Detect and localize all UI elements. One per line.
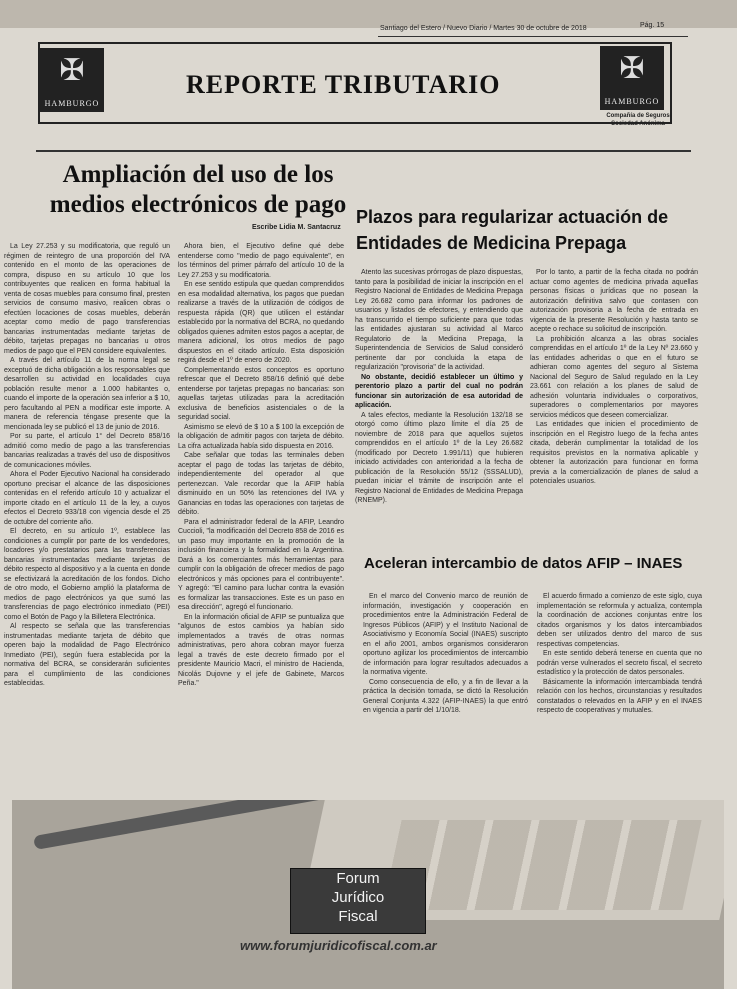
logo-label-left: HAMBURGO [44, 99, 100, 108]
paragraph: Complementando estos conceptos es oportuno refrescar que el Decreto 858/16 definió qué debe entenderse por tarjetas prepagas no bancarias: son aquellas tarjetas utilizadas para la acreditación exclusiva de beneficios asistenciales o de la seguridad social. [178, 366, 344, 421]
article1-byline: Escribe Lidia M. Santacruz [252, 224, 341, 231]
article3-column-1 [363, 592, 528, 792]
hamburgo-logo-left [40, 48, 104, 112]
paragraph: El decreto, en su artículo 1º, establece las condiciones a cumplir por parte de los vendedores, locadores y/o prestatarios para las transferencias bancarias instrumentadas mediante tarjetas de débito respecto al dispositivo y a la cuenta en donde se efectivizará la acreditación de los fondos. Dicho de otro modo, el Gobierno amplió la plataforma de medios de pago electrónicos ya que sumó las transferencias de pago electrónico inmediato (PEI) como el Botón de Pago y la Billetera Electrónica. [4, 528, 170, 621]
ad-line-2: Jurídico [331, 889, 385, 906]
paragraph: Atento las sucesivas prórrogas de plazo dispuestas, tanto para la posibilidad de iniciar la inscripción en el Registro Nacional de Entidades de Medicina Prepaga Ley 26.682 como para informar los padrones de usuarios y listados de efectores, y entendiendo que ha transcurrido el tiempo suficiente para que todas las entidades ajustaran su actividad al Marco Regulatorio de la Medicina Prepaga, la Superintendencia de Servicios de Salud consideró pertinente dar por concluida la etapa de regularización "provisoria" de la actividad. [355, 269, 523, 371]
calculator-keys-image [382, 820, 701, 910]
header-rule [378, 36, 688, 37]
paragraph: Por su parte, el artículo 1° del Decreto 858/16 admitió como medio de pago a las transferencias bancarias realizadas a través del uso de dispositivos de comunicaciones móviles. [4, 433, 170, 469]
article3-column-2 [537, 592, 702, 792]
paragraph: Como consecuencia de ello, y a fin de llevar a la práctica la decisión tomada, se dictó la Resolución General Conjunta 4.322 (AFIP-INAES) la que entró en vigencia a partir del 1/10/18. [363, 678, 528, 714]
paragraph: Ahora bien, el Ejecutivo define qué debe entenderse como "medio de pago equivalente", en los términos del primer párrafo del artículo 10 de la Ley 27.253 y su modificatoria. [178, 243, 344, 279]
article1-headline: Ampliación del uso de los medios electrónicos de pago [49, 161, 347, 218]
article1-column-2 [178, 242, 344, 787]
eagle-icon: ✠ [619, 52, 645, 85]
page-number: Pág. 15 [640, 22, 665, 29]
article2-column-2 [530, 268, 698, 538]
forum-logo-box [290, 868, 426, 934]
pen-image [33, 800, 331, 850]
company-caption: Compañía de Seguros Sociedad Anónima [606, 113, 670, 127]
eagle-icon: ✠ [59, 54, 85, 87]
paragraph: Por lo tanto, a partir de la fecha citada no podrán actuar como agentes de medicina privada aquellas personas físicas o jurídicas que no posean la autorización definitiva salvo que contasen con autorización provisoria a la fecha de entrada en vigencia de la presente Resolución y hasta tanto se acepte o rechace su solicitud de inscripción. [530, 269, 698, 333]
paragraph: Al respecto se señala que las transferencias instrumentadas mediante tarjeta de débito que operen bajo la modalidad de Pago Electrónico Inmediato (PEI), según fuera establecida por la normativa del BCRA, se considerarán suficientes para el cumplimiento de las condiciones establecidas. [4, 623, 170, 687]
paragraph: En este sentido deberá tenerse en cuenta que no podrán verse vulnerados el secreto fiscal, el secreto estadístico y la protección de datos personales. [537, 650, 702, 676]
ad-url: www.forumjuridicofiscal.com.ar [240, 938, 437, 953]
logo-label-right: HAMBURGO [604, 97, 660, 106]
section-title: REPORTE TRIBUTARIO [186, 70, 501, 99]
masthead-bottom-rule [36, 150, 691, 152]
paragraph: A tales efectos, mediante la Resolución 132/18 se otorgó como último plazo límite el día 25 de noviembre de 2018 para que aquellos sujetos comprendidos en el artículo 1º de la Ley 26.682 (modificado por Decreto 1.991/11) que hubieren iniciado actividades con anterioridad a la fecha de publicación de la Resolución 55/12 (SSSALUD), puedan iniciar el trámite de inscripción ante el Registro Nacional de Entidades de Medicina Prepaga (RNEMP). [355, 411, 523, 504]
paragraph: La Ley 27.253 y su modificatoria, que reguló un régimen de reintegro de una proporción del IVA contenido en el monto de las operaciones de compra, dispuso en su artículo 10 que los contribuyentes que realicen en forma habitual la venta de cosas muebles para consumo final, presten servicios de consumo masivo, realicen obras o efectúen locaciones de cosas muebles, deberán aceptar como medio de pago transferencias bancarias instrumentadas mediante tarjetas de débito, tarjetas prepagas no bancarias u otros medios de pago que el PEN considere equivalentes. [4, 243, 170, 355]
article2-headline: Plazos para regularizar actuación de Entidades de Medicina Prepaga [356, 207, 669, 253]
ad-line-3: Fiscal [338, 908, 378, 925]
paragraph: A través del artículo 11 de la norma legal se exceptuó de dicha obligación a los responsables que desarrollen su actividad en localidades cuya población resulte menor a 1.000 habitantes o, cuando el importe de la operación sea inferior a $ 10, pero facultando al PEN a modificar este importe. A manera de referencia téngase presente que la mencionada ley se publicó el 13 de junio de 2016. [4, 357, 170, 431]
paragraph: En ese sentido estipula que quedan comprendidos en esa modalidad alternativa, los pagos que puedan realizarse a través de la utilización de códigos de respuesta rápida (QR) que utilicen el estándar establecido por la normativa del BCRA, no quedando obligados quienes admiten estos pagos a aceptar, de manera adicional, los otros medios de pago dispuestos en el citado artículo. Esta disposición regirá desde el 1º de enero de 2020. [178, 281, 344, 364]
paragraph: La prohibición alcanza a las obras sociales comprendidas en el artículo 1º de la Ley Nº 23.660 y las entidades adheridas o que en el futuro se adhieran como agentes del seguro al Sistema Nacional del Seguro de Salud regulado en la Ley 23.661 con relación a los planes de salud de adhesión voluntaria individuales o corporativos, superadores o complementarios por mayores servicios médicos que deseen comercializar. [530, 335, 698, 419]
hamburgo-logo-right [600, 46, 664, 110]
paragraph: El acuerdo firmado a comienzo de este siglo, cuya implementación se reformula y actualiza, contempla la coordinación de acciones conjuntas entre los citados organismos y los datos intercambiados deben ser utilizados dentro del marco de sus respectivas competencias. [537, 593, 702, 648]
paragraph: Las entidades que inicien el procedimiento de inscripción en el Registro luego de la fecha antes citada, deberán cumplimentar la totalidad de los requisitos previstos en la normativa aplicable y obtener la autorización para funcionar en forma previa a la comercialización de planes de salud a potenciales usuarios. [530, 421, 698, 485]
article3-headline: Aceleran intercambio de datos AFIP – INAES [364, 555, 683, 572]
paragraph: En la información oficial de AFIP se puntualiza que "algunos de estos cambios ya habían sido implementados a través de otras normas administrativas, pero ahora cobran mayor fuerza legal a través de este decreto firmado por el presidente Mauricio Macri, el ministro de Hacienda, Nicolás Dujovne y el jefe de Gabinete, Marcos Peña." [178, 613, 344, 687]
ad-line-1: Forum [336, 870, 380, 887]
paragraph: No obstante, decidió establecer un último y perentorio plazo a partir del cual no podrán funcionar sin autorización de esa autoridad de aplicación. [355, 373, 523, 409]
photo-background-top [0, 0, 737, 28]
paragraph: Para el administrador federal de la AFIP, Leandro Cuccioli, "la modificación del Decreto 858 de 2016 es un paso muy importante en la promoción de la inclusión financiera y la formalidad en la Argentina. Dará a los comerciantes más herramientas para cumplir con la obligación de ofrecer medios de pago electrónicos y más opciones para el contribuyente". Y agregó: "El camino para luchar contra la evasión es formalizar las transacciones. Este es un paso en esa dirección", agregó el funcionario. [178, 518, 344, 611]
paragraph: Básicamente la información intercambiada tendrá relación con los hechos, circunstancias y resultados constatados o relevados en la AFIP y en el INAES respecto de cooperativas y mutuales. [537, 678, 702, 714]
paragraph: En el marco del Convenio marco de reunión de información, investigación y cooperación en procedimientos entre la Administración Federal de Ingresos Públicos (AFIP) y el Instituto Nacional de Asociativismo y Economía Social (INAES) suscripto en el año 2001, ambos organismos consideraron oportuno agilizar los procedimientos de intercambio de información para lograr resultados adecuados a la normativa vigente. [363, 593, 528, 676]
paragraph: Asimismo se elevó de $ 10 a $ 100 la excepción de la obligación de admitir pagos con tarjeta de débito. La cifra actualizada había sido dispuesta en 2016. [178, 423, 344, 450]
article1-column-1 [4, 242, 170, 787]
article2-column-1 [355, 268, 523, 538]
paragraph: Cabe señalar que todas las terminales deben aceptar el pago de todas las tarjetas de débito, independientemente del operador al que pertenezcan. Vale recordar que la AFIP había disminuido en un 50% las retenciones del IVA y Ganancias en todas las operaciones con tarjetas de débito. [178, 452, 344, 516]
paragraph: Ahora el Poder Ejecutivo Nacional ha considerado oportuno precisar el alcance de las disposiciones contenidas en el referido artículo 10 y actualizar el importe citado en el artículo 11 de la ley, a cuyos efectos el Decreto 933/18 con vigencia desde el 25 de octubre del corriente año. [4, 471, 170, 526]
dateline: Santiago del Estero / Nuevo Diario / Martes 30 de octubre de 2018 [380, 25, 587, 32]
